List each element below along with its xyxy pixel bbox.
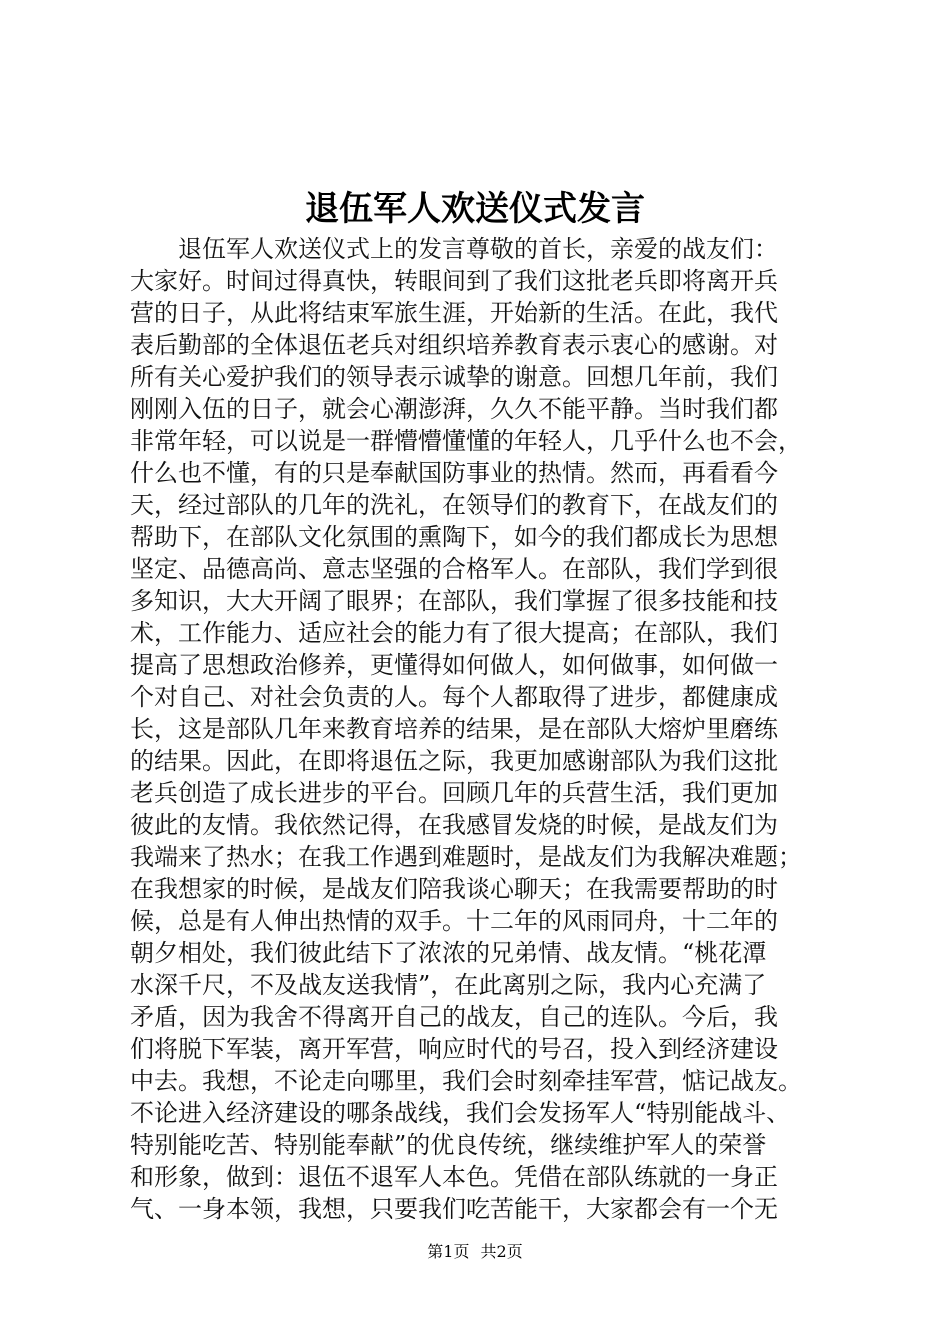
body-line: 提高了思想政治修养，更懂得如何做人，如何做事，如何做一 <box>130 651 778 679</box>
body-line: 什么也不懂，有的只是奉献国防事业的热情。然而，再看看今 <box>130 459 778 487</box>
body-line: 我端来了热水；在我工作遇到难题时，是战友们为我解决难题； <box>130 843 802 871</box>
page-number: 第1页 <box>427 1242 470 1261</box>
body-line: 术，工作能力、适应社会的能力有了很大提高；在部队，我们 <box>130 619 778 647</box>
body-line: 的结果。因此，在即将退伍之际，我更加感谢部队为我们这批 <box>130 747 778 775</box>
body-line: 帮助下，在部队文化氛围的熏陶下，如今的我们都成长为思想 <box>130 523 778 551</box>
body-line: 天，经过部队的几年的洗礼，在领导们的教育下，在战友们的 <box>130 491 778 519</box>
body-line: 多知识，大大开阔了眼界；在部队，我们掌握了很多技能和技 <box>130 587 778 615</box>
body-line: 老兵创造了成长进步的平台。回顾几年的兵营生活，我们更加 <box>130 779 778 807</box>
body-line: 中去。我想，不论走向哪里，我们会时刻牵挂军营，惦记战友。 <box>130 1067 802 1095</box>
body-line: 们将脱下军装，离开军营，响应时代的号召，投入到经济建设 <box>130 1035 778 1063</box>
body-line: 非常年轻，可以说是一群懵懵懂懂的年轻人，几乎什么也不会， <box>130 427 802 455</box>
body-line: 朝夕相处，我们彼此结下了浓浓的兄弟情、战友情。“桃花潭 <box>130 939 767 967</box>
body-line: 矛盾，因为我舍不得离开自己的战友，自己的连队。今后，我 <box>130 1003 778 1031</box>
body-line: 营的日子，从此将结束军旅生涯，开始新的生活。在此，我代 <box>130 299 778 327</box>
body-line: 表后勤部的全体退伍老兵对组织培养教育表示衷心的感谢。对 <box>130 331 778 359</box>
body-line: 气、一身本领，我想，只要我们吃苦能干，大家都会有一个无 <box>130 1195 778 1223</box>
document-body <box>130 233 852 1225</box>
body-line: 候，总是有人伸出热情的双手。十二年的风雨同舟，十二年的 <box>130 907 778 935</box>
body-line: 彼此的友情。我依然记得，在我感冒发烧的时候，是战友们为 <box>130 811 778 839</box>
body-line: 坚定、品德高尚、意志坚强的合格军人。在部队，我们学到很 <box>130 555 778 583</box>
body-line: 和形象，做到：退伍不退军人本色。凭借在部队练就的一身正 <box>130 1163 778 1191</box>
body-line: 大家好。时间过得真快，转眼间到了我们这批老兵即将离开兵 <box>130 267 778 295</box>
body-line: 不论进入经济建设的哪条战线，我们会发扬军人“特别能战斗、 <box>130 1099 791 1127</box>
body-line: 在我想家的时候，是战友们陪我谈心聊天；在我需要帮助的时 <box>130 875 778 903</box>
body-line: 退伍军人欢送仪式上的发言尊敬的首长，亲爱的战友们： <box>178 235 778 263</box>
body-line: 水深千尺，不及战友送我情”，在此离别之际，我内心充满了 <box>130 971 767 999</box>
document-title: 退伍军人欢送仪式发言 <box>305 189 645 229</box>
page-footer <box>0 1240 950 1264</box>
body-line: 特别能吃苦、特别能奉献”的优良传统，继续维护军人的荣誉 <box>130 1131 767 1159</box>
body-line: 所有关心爱护我们的领导表示诚挚的谢意。回想几年前，我们 <box>130 363 778 391</box>
body-line: 长，这是部队几年来教育培养的结果，是在部队大熔炉里磨练 <box>130 715 778 743</box>
body-line: 刚刚入伍的日子，就会心潮澎湃，久久不能平静。当时我们都 <box>130 395 778 423</box>
page-total: 共2页 <box>480 1242 523 1261</box>
body-line: 个对自己、对社会负责的人。每个人都取得了进步，都健康成 <box>130 683 778 711</box>
